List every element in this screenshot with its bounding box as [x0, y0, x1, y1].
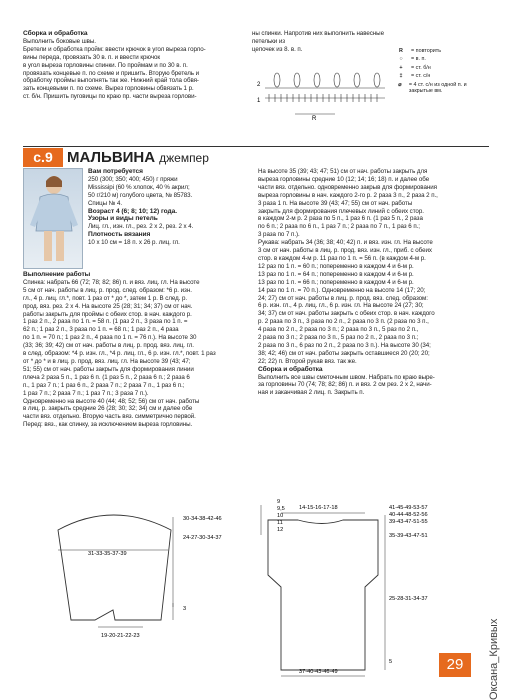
pattern-schematics — [23, 495, 489, 680]
text-line: по 6 п.; 2 раза по 6 п., 1 раз 7 п.; 2 раза по 7 п., 1 раз 6 п.; — [258, 223, 420, 231]
sleeve-width-label: 31-33-35-37-39 — [88, 551, 127, 557]
legend-text: = в. п. — [411, 56, 426, 63]
model-title — [67, 148, 209, 168]
text-line: ны спинки. Напротив них выполнить навесные петельки из — [252, 30, 384, 45]
text-line: ст. б/н. Пришить пуговицы по краю пр. части выреза горлови- — [23, 93, 197, 101]
sleeve-cuff-label: 3 — [183, 606, 187, 612]
sleeve-cap-label: 24-27-30-34-37 — [183, 535, 222, 541]
text-line: Выполнить боковые швы. — [23, 37, 96, 45]
patterns-line: Лиц. гл., изн. гл., рез. 2 х 2, рез. 2 х 4. — [88, 223, 194, 231]
materials-lines — [88, 176, 248, 208]
text-line: выреза горловины средние 10 (12; 14; 16; 18) п. и далее обе — [258, 175, 430, 183]
text-line: провязать концевые п. по схеме и пришить. Вторую бретель и — [23, 69, 200, 77]
text-line: 3 см от нач. работы в лиц. р. прод. вяз. изн. гл., приб. с обеих — [258, 247, 432, 255]
text-line: в угол выреза горловины спинки. По проймам и по 30 в. п. — [23, 61, 188, 69]
body-right-3: 39-43-47-51-55 — [389, 519, 428, 525]
text-line: 2 раза по 3 п.; 2 раза по 3 п., 5 раз по 2 п., 2 раза по 3 п.; — [258, 334, 419, 342]
text-line: по 1 п. = 70 п.; 1 раз 2 п., 4 раза по 1 п. = 76 п.). На высоте 30 — [23, 334, 197, 342]
text-line: Спицы № 4. — [88, 199, 123, 207]
text-line: 1 раз 2 п., 2 раза по 1 п. = 58 п. (1 раз 2 п., 3 раза по 1 п. = — [23, 318, 188, 326]
text-line: (33; 36; 39; 42) см от нач. работы в лиц. р. прод. вяз. лиц. гл. — [23, 342, 194, 350]
text-line: р. 2 раза по 3 п., 3 раза по 2 п., 2 раза по 3 п. (2 раза по 3 п., — [258, 318, 429, 326]
legend-text: = ст. б/н — [411, 64, 431, 71]
front-neck-lines — [258, 168, 490, 239]
text-line: 6 р. изн. гл., 4 р. лиц. гл., 6 р. изн. гл. На высоте 24 (27; 30; — [258, 302, 424, 310]
model-name: МАЛЬВИНА — [67, 149, 156, 166]
body-bottom-label: 37-40-43-46-49 — [299, 669, 338, 675]
text-line: 3 раза 1 п. На высоте 39 (43; 47; 55) см от нач. работы — [258, 199, 413, 207]
body-neck-label: 14-15-16-17-18 — [299, 505, 338, 511]
text-line: ная и заканчивая 2 лиц. п. Закрыть п. — [258, 389, 365, 397]
text-line: Выполнить все швы сметочным швом. Набрать по краю выре- — [258, 373, 435, 381]
text-line: 5 см от нач. работы в лиц. р. прод. след. образом: *6 р. изн. — [23, 286, 192, 294]
sleeve-bottom-label: 19-20-21-22-23 — [101, 633, 140, 639]
legend-item — [395, 82, 485, 95]
text-line: 14 раз по 1 п. = 70 п.). Одновременно на высоте 14 (17; 20; — [258, 286, 426, 294]
body-right-5: 25-28-31-34-37 — [389, 596, 428, 602]
legend-symbol: R — [399, 48, 403, 54]
work-lines — [23, 279, 249, 429]
text-line: части вяз. отдельно. одновременно закрыв для формирования — [258, 183, 437, 191]
text-line: части вяз. отдельно. Вторую часть вяз. симметрично первой. — [23, 413, 196, 421]
text-line: 51; 55) см от нач. работы закрыть для формирования линии — [23, 365, 194, 373]
legend-item — [395, 73, 485, 79]
text-line: п., 1 раз 7 п.; 1 раз 6 п., 2 раза 7 п.; 2 раза 7 п., 1 раз 6 п.; — [23, 381, 185, 389]
legend-item — [395, 56, 485, 62]
text-line: Mississipi (60 % хлопок, 40 % акрил; — [88, 183, 190, 191]
text-line: Бретели и обработка пройм: ввести крючок в угол выреза горло- — [23, 45, 206, 53]
top-left-lines — [23, 38, 245, 101]
body-right-4: 35-39-43-47-51 — [389, 533, 428, 539]
gauge-line: 10 х 10 см = 18 п. х 26 р. лиц. гл. — [88, 239, 180, 247]
text-line: гл., 4 р. лиц. гл.*, повт. 1 раз от * до *, затем 1 р. В след. р. — [23, 294, 188, 302]
body-left-2: 9,5 — [277, 506, 285, 512]
text-line: Одновременно на высоте 40 (44; 48; 52; 56) см от нач. работы — [23, 397, 200, 405]
text-line: 22; 22) п. Второй рукав вяз. так же. — [258, 357, 357, 365]
text-line: в след. образом: *4 р. изн. гл., *4 р. лиц. гл., 6 р. изн. гл.*, повт. 1 раз — [23, 350, 216, 358]
chart-fan-stitches — [274, 73, 380, 87]
text-line: 34; 37) см от нач. работы закрыть с обеих стор. в нач. каждого — [258, 310, 435, 318]
text-line: прод. вяз. рез. 2 х 4. На высоте 25 (28; 31; 34; 37) см от нач. — [23, 302, 193, 310]
text-line: Спинка: набрать 66 (72; 78; 82; 86) п. и вяз. лиц. гл. На высоте — [23, 278, 200, 286]
text-line: 1 раз 7 п.; 2 раза 7 п.; 1 раз 7 п.; 3 раза 7 п.). — [23, 389, 149, 397]
materials-heading: Вам потребуется — [88, 168, 143, 175]
text-line: стор. в каждом 4-м р. 11 раз по 1 п. = 56 п. (в каждом 4-м р. — [258, 254, 426, 262]
right-column-text — [258, 168, 490, 397]
text-line: Рукава: набрать 34 (36; 38; 40; 42) п. и вяз. изн. гл. На высоте — [258, 239, 433, 247]
legend-text: = ст. с/н — [411, 73, 431, 80]
chart-legend — [395, 48, 485, 96]
text-line: зать концевыми п. по схеме. Вырез горловины обвязать 1 р. — [23, 85, 194, 93]
text-line: за горловины 70 (74; 78; 82; 86) п. и вяз. 2 см рез. 2 х 2, начи- — [258, 381, 432, 389]
text-line: 38; 42; 46) см от нач. работы закрыть оставшиеся 20 (20; 20; — [258, 349, 430, 357]
legend-symbol: ⌀ — [398, 81, 402, 88]
text-line: плеча 2 раза 5 п., 1 раз 6 п. (1 раз 5 п., 2 раза 6 п.; 2 раза 6 — [23, 373, 190, 381]
crochet-chart — [255, 50, 395, 125]
text-line: 50 г/210 м) голубого цвета, № 85783. — [88, 191, 193, 199]
text-line: вины переда, провязать 30 в. п. и ввести крючок — [23, 53, 161, 61]
body-right-1: 41-45-49-53-57 — [389, 505, 428, 511]
sleeve-height-label: 30-34-38-42-46 — [183, 516, 222, 522]
child-in-sweater-image — [24, 169, 84, 270]
size-line: Возраст 4 (6; 8; 10; 12) года. — [88, 207, 177, 215]
work-instructions — [23, 271, 249, 429]
model-banner — [23, 146, 489, 166]
text-line: 13 раз по 1 п. = 64 п.; попеременно в каждом 4 и 6-м р. — [258, 270, 414, 278]
legend-symbol: ○ — [399, 56, 403, 63]
top-left-heading: Сборка и обработка — [23, 30, 88, 37]
legend-symbol: + — [399, 64, 403, 71]
text-line: закрыть для формирования плечевых линий с обеих стор. — [258, 207, 424, 215]
legend-item — [395, 48, 485, 54]
text-line: в каждом 2-м р. 2 раза по 5 п., 1 раз 6 п. (1 раз 5 п., 2 раза — [258, 215, 423, 223]
text-line: 3 раза по 7 п.). — [258, 231, 300, 239]
patterns-heading: Узоры и виды петель — [88, 215, 158, 223]
text-line: обработку проймы выполнять так же. Нижний край тола обвя- — [23, 77, 199, 85]
body-right-6: 5 — [389, 659, 393, 665]
materials-block — [88, 168, 248, 247]
body-left-5: 12 — [277, 527, 284, 533]
work-heading: Выполнение работы — [23, 271, 91, 278]
sleeve-lines — [258, 239, 490, 366]
text-line: На высоте 35 (39; 43; 47; 51) см от нач. работы закрыть для — [258, 168, 428, 175]
chart-repeat-label: R — [312, 116, 317, 122]
text-line: 13 раз по 1 п. = 66 п.; попеременно в каждом 4 и 6-м р. — [258, 278, 414, 286]
assembly-lines — [258, 374, 490, 398]
text-line: 62 п.; 1 раз 2 п., 3 раза по 1 п. = 68 п.; 1 раз 2 п., 4 раза — [23, 326, 179, 334]
text-line: от * до * и в лиц. р. прод. вяз. лиц. гл. На высоте 39 (43; 47; — [23, 357, 191, 365]
legend-item — [395, 65, 485, 71]
top-left-text — [23, 30, 245, 101]
model-number-badge: с.9 — [23, 148, 63, 167]
text-line: цепочек из 8. в. п. — [252, 45, 303, 53]
model-type: джемпер — [159, 151, 209, 165]
text-line: в лиц. р. закрыть средние 26 (28; 30; 32; 34) см и далее обе — [23, 405, 193, 413]
sleeve-schematic — [58, 515, 173, 627]
body-left-3: 10 — [277, 513, 284, 519]
body-left-1: 9 — [277, 499, 281, 505]
text-line: 24; 27) см от нач. работы в лиц. р. прод. вяз. след. образом: — [258, 294, 428, 302]
text-line: 4 раза по 2 п., 2 раза по 3 п.; 2 раза по 3 п., 5 раз по 2 п., — [258, 326, 419, 334]
text-line: 2 раза по 3 п., 6 раз по 2 п., 2 раза по 3 п.). На высоте 30 (34; — [258, 341, 431, 349]
text-line: 250 (300; 350; 400; 450) г пряжи — [88, 175, 178, 183]
chart-row-2-label: 2 — [257, 82, 261, 88]
text-line: Перед: вяз., как спинку, за исключением выреза горловины. — [23, 421, 193, 429]
text-line: выреза горловины в нач. каждого 2-го р. 2 раза 3 п., 2 раза 2 п., — [258, 191, 438, 199]
watermark: Оксана_Кривых — [488, 618, 500, 700]
gauge-heading: Плотность вязания — [88, 231, 151, 239]
legend-text: = повторить — [411, 48, 442, 54]
legend-text: = 4 ст. с/н из одной п. и закрытые вм. — [408, 81, 467, 95]
chart-row-1-label: 1 — [257, 98, 261, 104]
assembly-heading: Сборка и обработка — [258, 365, 323, 373]
body-right-2: 40-44-48-52-56 — [389, 512, 428, 518]
legend-symbol: ‡ — [399, 73, 403, 80]
body-left-4: 11 — [277, 520, 283, 526]
model-photo — [23, 168, 83, 269]
page-number: 29 — [439, 653, 471, 677]
text-line: 12 раз по 1 п. = 60 п.; попеременно в каждом 4 и 6-м р. — [258, 262, 414, 270]
text-line: работы закрыть для проймы с обеих стор. в нач. каждого р. — [23, 310, 192, 318]
